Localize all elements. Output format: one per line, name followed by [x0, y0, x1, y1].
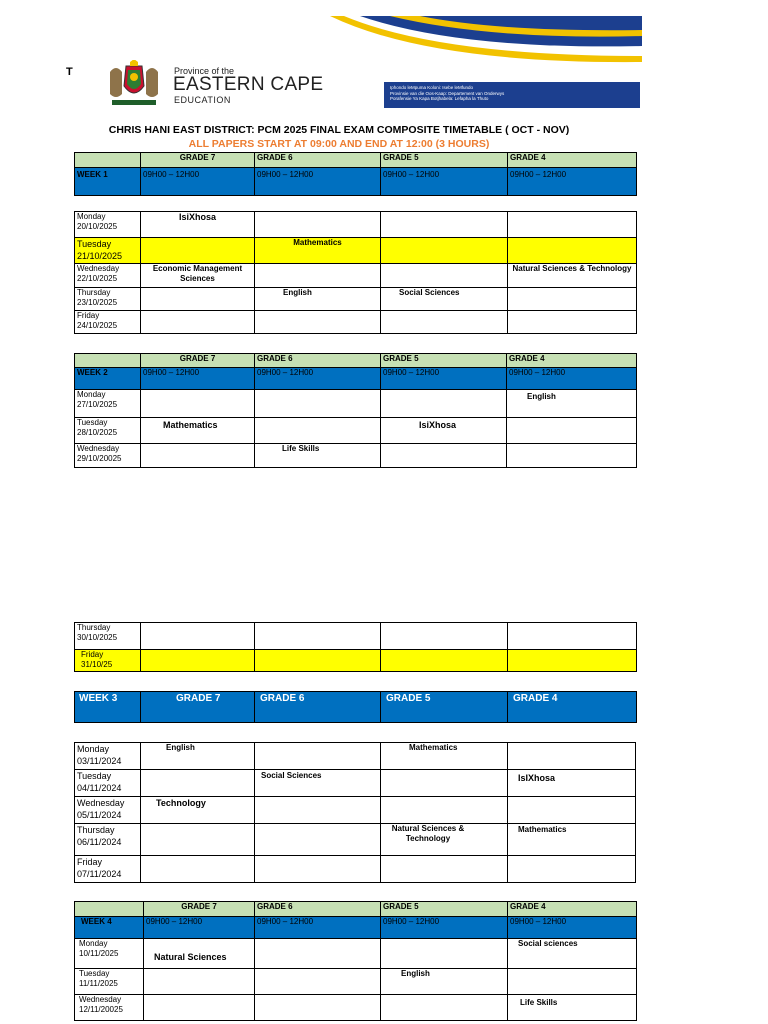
- time-slot: 09H00 – 12H00: [255, 917, 381, 939]
- exam-cell: Natural Sciences & Technology: [508, 264, 637, 288]
- logo-line1: Province of the: [174, 66, 235, 76]
- week1-header-table: [74, 152, 637, 196]
- exam-cell: [144, 995, 255, 1021]
- exam-cell: [508, 212, 637, 238]
- day-cell: Thursday 06/11/2024: [75, 824, 141, 856]
- time-slot: 09H00 – 12H00: [381, 917, 508, 939]
- grade-header-6: GRADE 6: [255, 692, 381, 723]
- day-cell: Monday 27/10/2025: [75, 390, 141, 418]
- table-row: [75, 390, 637, 418]
- week1-label: WEEK 1: [75, 168, 141, 196]
- grade-header-blank: [75, 354, 141, 368]
- exam-cell: Life Skills: [508, 995, 637, 1021]
- exam-cell: [508, 969, 637, 995]
- week4-label: WEEK 4: [75, 917, 144, 939]
- grade-header-6: GRADE 6: [255, 354, 381, 368]
- exam-cell: [255, 418, 381, 444]
- week1-days-table: [74, 211, 637, 334]
- grade-header-4: GRADE 4: [507, 354, 637, 368]
- exam-cell: [507, 418, 637, 444]
- table-row: [75, 264, 637, 288]
- exam-cell: Technology: [141, 797, 255, 824]
- exam-cell: [381, 995, 508, 1021]
- time-slot: 09H00 – 12H00: [507, 368, 637, 390]
- table-row: [75, 444, 637, 468]
- exam-cell: [381, 212, 508, 238]
- exam-cell: IsIXhosa: [508, 770, 636, 797]
- table-row: [75, 969, 637, 995]
- exam-cell: English: [507, 390, 637, 418]
- exam-cell: Mathematics: [508, 824, 636, 856]
- grade-header-5: GRADE 5: [381, 354, 507, 368]
- week3-label: WEEK 3: [75, 692, 141, 723]
- week4-table: [74, 901, 637, 1021]
- day-cell: Wednesday 05/11/2024: [75, 797, 141, 824]
- exam-cell: [141, 650, 255, 672]
- exam-cell: IsiXhosa: [381, 418, 507, 444]
- exam-cell: [141, 856, 255, 883]
- week3-header-table: [74, 691, 637, 723]
- exam-cell: English: [381, 969, 508, 995]
- exam-cell: [508, 743, 636, 770]
- time-slot: 09H00 – 12H00: [144, 917, 255, 939]
- table-row: [75, 995, 637, 1021]
- letter-t: T: [66, 66, 73, 78]
- grade-header-6: GRADE 6: [255, 902, 381, 917]
- day-cell: Monday 10/11/2025: [75, 939, 144, 969]
- exam-cell: [255, 939, 381, 969]
- exam-cell: [508, 238, 637, 264]
- exam-cell: [255, 995, 381, 1021]
- exam-cell: Mathematics: [141, 418, 255, 444]
- page-subtitle: ALL PAPERS START AT 09:00 AND END AT 12:00 (3 HOURS): [188, 138, 490, 150]
- exam-cell: Life Skills: [255, 444, 381, 468]
- grade-header-7: GRADE 7: [144, 902, 255, 917]
- banner-line1: Iphondo leMpuma Koloni: Isebe leMfundo: [390, 85, 474, 90]
- exam-cell: [255, 743, 381, 770]
- day-cell: Wednesday 29/10/20025: [75, 444, 141, 468]
- week2-table: [74, 353, 637, 468]
- exam-cell: [255, 264, 381, 288]
- exam-cell: [141, 288, 255, 311]
- exam-cell: [381, 650, 508, 672]
- logo-line2: EASTERN CAPE: [173, 74, 324, 95]
- time-slot: 09H00 – 12H00: [255, 368, 381, 390]
- grade-header-6: GRADE 6: [255, 153, 381, 168]
- table-row: [75, 939, 637, 969]
- grade-header-row: [75, 153, 637, 168]
- grade-header-7: GRADE 7: [141, 153, 255, 168]
- exam-cell: [141, 770, 255, 797]
- grade-header-5: GRADE 5: [381, 692, 508, 723]
- week-time-row: [75, 168, 637, 196]
- exam-cell: [508, 288, 637, 311]
- table-row: [75, 797, 636, 824]
- time-slot: 09H00 – 12H00: [381, 168, 508, 196]
- exam-cell: [381, 390, 507, 418]
- banner-line3: Porafensie Ya Kapa Botjhabela: Lefapha la Thuto: [390, 96, 489, 101]
- grade-header-4: GRADE 4: [508, 153, 637, 168]
- exam-cell: Mathematics: [255, 238, 381, 264]
- exam-cell: [255, 390, 381, 418]
- week2-continued-table: [74, 622, 637, 672]
- table-row: [75, 770, 636, 797]
- week-time-row: [75, 368, 637, 390]
- exam-cell: English: [255, 288, 381, 311]
- exam-cell: [141, 824, 255, 856]
- grade-header-row: [75, 354, 637, 368]
- time-slot: 09H00 – 12H00: [141, 368, 255, 390]
- time-slot: 09H00 – 12H00: [141, 168, 255, 196]
- exam-cell: [508, 623, 637, 650]
- day-cell: Monday 20/10/2025: [75, 212, 141, 238]
- exam-cell: [255, 623, 381, 650]
- exam-cell: [255, 824, 381, 856]
- day-cell: Tuesday 11/11/2025: [75, 969, 144, 995]
- exam-cell: [141, 444, 255, 468]
- day-cell: Monday 03/11/2024: [75, 743, 141, 770]
- table-row: [75, 212, 637, 238]
- grade-header-blank: [75, 902, 144, 917]
- grade-header-5: GRADE 5: [381, 902, 508, 917]
- day-cell: Tuesday 28/10/2025: [75, 418, 141, 444]
- exam-cell: [255, 797, 381, 824]
- week2-label: WEEK 2: [75, 368, 141, 390]
- grade-header-7: GRADE 7: [141, 354, 255, 368]
- exam-cell: [381, 623, 508, 650]
- exam-cell: Social Sciences: [255, 770, 381, 797]
- exam-cell: [381, 311, 508, 334]
- banner-line2: Provinsie van die Oos-Kaap: Departement van Onderwys: [390, 90, 505, 96]
- table-row: [75, 418, 637, 444]
- table-row: [75, 743, 636, 770]
- logo-line3: EDUCATION: [174, 95, 231, 105]
- table-row: [75, 623, 637, 650]
- table-row: [75, 856, 636, 883]
- exam-cell: [381, 238, 508, 264]
- exam-cell: [381, 939, 508, 969]
- exam-cell: Economic Management Sciences: [141, 264, 255, 288]
- exam-cell: [508, 856, 636, 883]
- exam-cell: [381, 797, 508, 824]
- exam-cell: [255, 311, 381, 334]
- grade-header-4: GRADE 4: [508, 692, 637, 723]
- day-cell: Friday 31/10/25: [75, 650, 141, 672]
- page-title: CHRIS HANI EAST DISTRICT: PCM 2025 FINAL EXAM COMPOSITE TIMETABLE ( OCT - NOV): [108, 124, 570, 136]
- table-row: [75, 288, 637, 311]
- exam-cell: [508, 797, 636, 824]
- exam-cell: Natural Sciences: [144, 939, 255, 969]
- day-cell: Tuesday 21/10/2025: [75, 238, 141, 264]
- exam-cell: [381, 444, 507, 468]
- day-cell: Friday 24/10/2025: [75, 311, 141, 334]
- exam-cell: [141, 623, 255, 650]
- exam-cell: [381, 856, 508, 883]
- exam-cell: Mathematics: [381, 743, 508, 770]
- exam-cell: [381, 264, 508, 288]
- exam-cell: [255, 650, 381, 672]
- grade-header-row: [75, 902, 637, 917]
- exam-cell: [141, 311, 255, 334]
- exam-cell: [507, 444, 637, 468]
- time-slot: 09H00 – 12H00: [508, 168, 637, 196]
- exam-cell: [508, 650, 637, 672]
- day-cell: Tuesday 04/11/2024: [75, 770, 141, 797]
- grade-header-4: GRADE 4: [508, 902, 637, 917]
- grade-header-7: GRADE 7: [141, 692, 255, 723]
- exam-cell: [508, 311, 637, 334]
- coat-of-arms-logo: [104, 60, 164, 108]
- exam-cell: [141, 238, 255, 264]
- day-cell: Thursday 30/10/2025: [75, 623, 141, 650]
- week3-header-row: [75, 692, 637, 723]
- day-cell: Wednesday 12/11/20025: [75, 995, 144, 1021]
- exam-cell: [255, 969, 381, 995]
- week-time-row: [75, 917, 637, 939]
- time-slot: 09H00 – 12H00: [381, 368, 507, 390]
- exam-cell: [144, 969, 255, 995]
- day-cell: Thursday 23/10/2025: [75, 288, 141, 311]
- exam-cell: Social sciences: [508, 939, 637, 969]
- day-cell: Friday 07/11/2024: [75, 856, 141, 883]
- exam-cell: Natural Sciences & Technology: [381, 824, 508, 856]
- exam-cell: IsiXhosa: [141, 212, 255, 238]
- exam-cell: Social Sciences: [381, 288, 508, 311]
- time-slot: 09H00 – 12H00: [255, 168, 381, 196]
- table-row: [75, 238, 637, 264]
- banner-box: [384, 82, 640, 108]
- grade-header-5: GRADE 5: [381, 153, 508, 168]
- grade-header-blank: [75, 153, 141, 168]
- exam-cell: [255, 856, 381, 883]
- exam-cell: [255, 212, 381, 238]
- time-slot: 09H00 – 12H00: [508, 917, 637, 939]
- exam-cell: [141, 390, 255, 418]
- exam-cell: English: [141, 743, 255, 770]
- day-cell: Wednesday 22/10/2025: [75, 264, 141, 288]
- exam-cell: [381, 770, 508, 797]
- table-row: [75, 824, 636, 856]
- week3-days-table: [74, 742, 636, 883]
- table-row: [75, 650, 637, 672]
- table-row: [75, 311, 637, 334]
